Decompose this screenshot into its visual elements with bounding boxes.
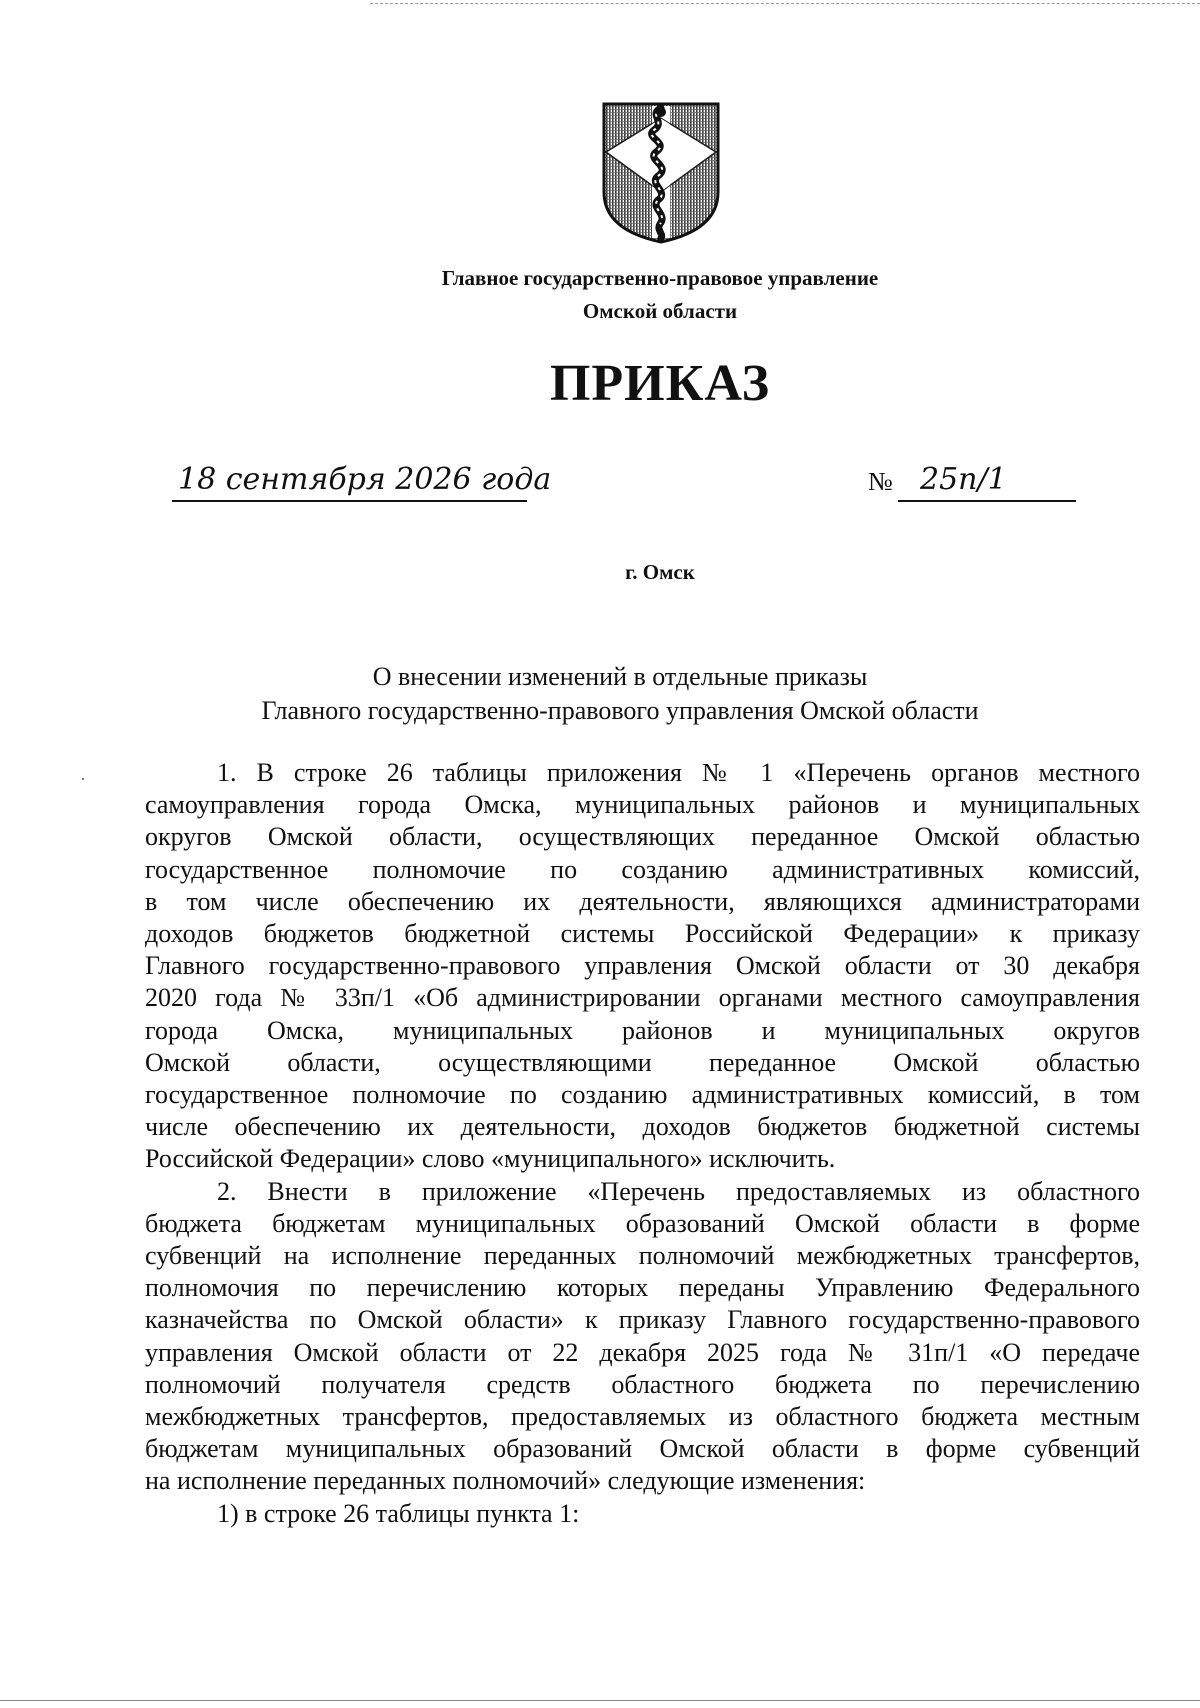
body-line: бюджетам муниципальных образований Омской области в форме субвенций xyxy=(145,1434,1140,1464)
title-line1: О внесении изменений в отдельные приказы xyxy=(372,662,868,691)
body-line: межбюджетных трансфертов, предоставляемых из областного бюджета местным xyxy=(145,1402,1140,1432)
body-line: государственное полномочие по созданию административных комиссий, в том xyxy=(145,1080,1140,1110)
body-line: числе обеспечению их деятельности, доходов бюджетов бюджетной системы xyxy=(145,1112,1140,1142)
body-line: 2. Внести в приложение «Перечень предоставляемых из областного xyxy=(217,1176,1140,1206)
body-line: управления Омской области от 22 декабря 2025 года № 31п/1 «О передаче xyxy=(145,1337,1140,1367)
body-line: полномочия по перечислению которых переданы Управлению Федерального xyxy=(145,1273,1140,1303)
body-line: 2020 года № 33п/1 «Об администрировании органами местного самоуправления xyxy=(145,983,1140,1013)
body-line: доходов бюджетов бюджетной системы Российской Федерации» к приказу xyxy=(145,919,1140,949)
body-line: бюджета бюджетам муниципальных образований Омской области в форме xyxy=(145,1208,1140,1238)
number-label: № xyxy=(868,467,893,496)
scan-edge-top xyxy=(370,3,1200,4)
body-line: 1. В строке 26 таблицы приложения № 1 «Перечень органов местного xyxy=(217,758,1140,787)
document-type-heading: ПРИКАЗ xyxy=(549,355,771,412)
body-line: Главного государственно-правового управления Омской области от 30 декабря xyxy=(145,951,1140,981)
body-line: города Омска, муниципальных районов и муниципальных округов xyxy=(145,1015,1140,1045)
body-line: Российской Федерации» слово «муниципального» исключить. xyxy=(145,1144,836,1174)
handwritten-date: 18 сентября 2026 года xyxy=(178,462,552,497)
handwritten-number: 25п/1 xyxy=(920,462,1007,497)
body-line: субвенций на исполнение переданных полномочий межбюджетных трансфертов, xyxy=(145,1241,1140,1271)
scan-speck xyxy=(82,778,84,780)
date-underline xyxy=(172,500,527,502)
body-line: округов Омской области, осуществляющих переданное Омской областью xyxy=(145,822,1140,852)
body-line: 1) в строке 26 таблицы пункта 1: xyxy=(217,1498,580,1528)
body-line: на исполнение переданных полномочий» следующие изменения: xyxy=(145,1466,866,1496)
scan-edge-bottom xyxy=(0,1700,1200,1701)
number-underline xyxy=(898,500,1076,502)
document-title xyxy=(140,660,1100,728)
document-body xyxy=(145,757,1140,1530)
title-line2: Главного государственно-правового управления Омской области xyxy=(261,696,979,725)
body-line: государственное полномочие по созданию административных комиссий, xyxy=(145,854,1140,884)
body-line: казначейства по Омской области» к приказу Главного государственно-правового xyxy=(145,1305,1140,1335)
omsk-oblast-coat-of-arms-icon xyxy=(600,100,722,245)
agency-name-line2: Омской области xyxy=(582,299,738,323)
agency-name-line1: Главное государственно-правовое управление xyxy=(441,266,879,290)
body-line: в том числе обеспечению их деятельности, являющихся администраторами xyxy=(145,886,1140,916)
issuing-agency xyxy=(300,262,1020,328)
body-line: Омской области, осуществляющими переданное Омской областью xyxy=(145,1047,1140,1077)
city-line: г. Омск xyxy=(625,560,695,584)
body-line: самоуправления города Омска, муниципальных районов и муниципальных xyxy=(145,790,1140,820)
body-line: полномочий получателя средств областного бюджета по перечислению xyxy=(145,1369,1140,1399)
